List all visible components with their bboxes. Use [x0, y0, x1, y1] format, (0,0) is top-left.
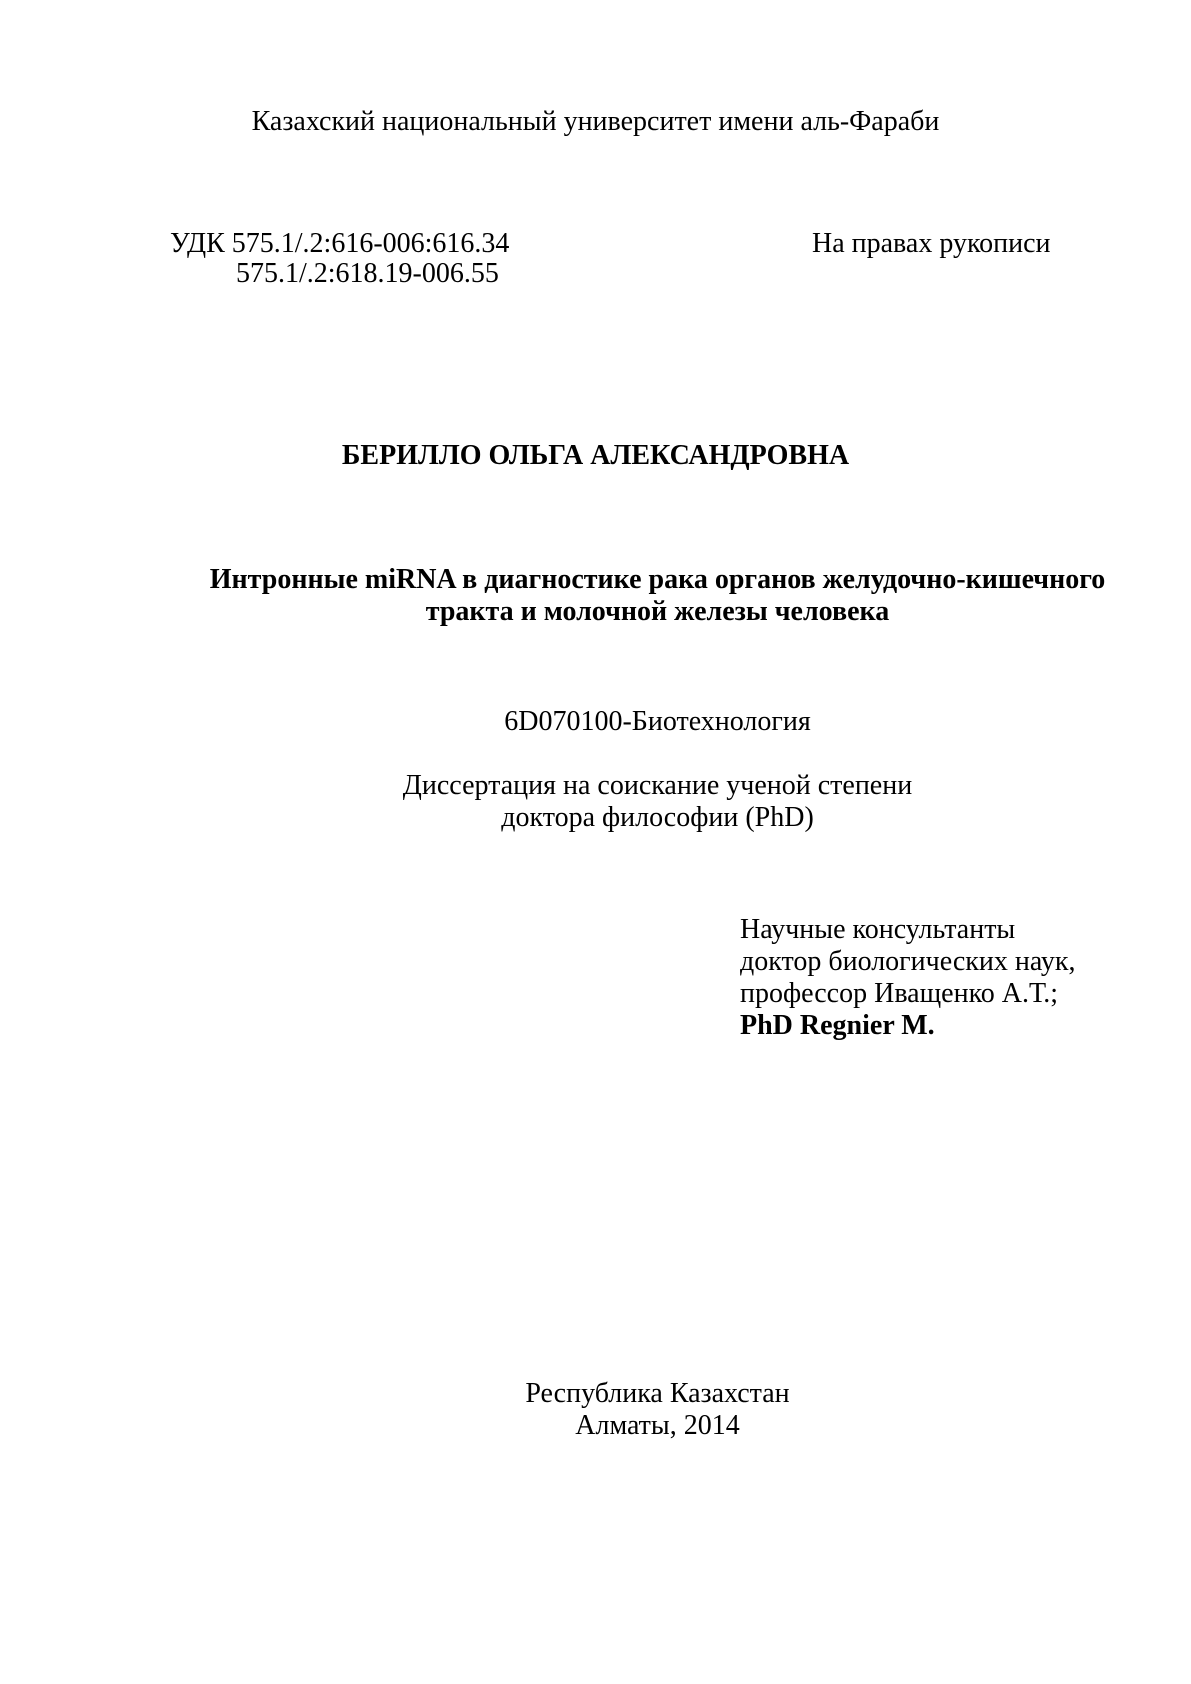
- author-name: БЕРИЛЛО ОЛЬГА АЛЕКСАНДРОВНА: [341, 440, 850, 471]
- consultant-line-3: PhD Regnier M.: [740, 1010, 935, 1041]
- footer-country: Республика Казахстан: [525, 1378, 790, 1409]
- dissertation-title-line-1: Интронные miRNA в диагностике рака органов желудочно-кишечного: [209, 564, 1106, 595]
- degree-line-2: доктора философии (PhD): [501, 802, 814, 833]
- degree-line-1: Диссертация на соискание ученой степени: [402, 770, 913, 801]
- udk-line-2: 575.1/.2:618.19-006.55: [236, 258, 499, 289]
- consultant-line-2: профессор Иващенко А.Т.;: [740, 978, 1059, 1009]
- consultants-heading: Научные консультанты: [740, 914, 1016, 945]
- footer-city-year: Алматы, 2014: [575, 1410, 740, 1441]
- dissertation-title-line-2: тракта и молочной железы человека: [425, 596, 890, 627]
- manuscript-note: На правах рукописи: [812, 228, 1051, 259]
- university-name: Казахский национальный университет имени аль-Фараби: [251, 106, 940, 137]
- udk-line-1: УДК 575.1/.2:616-006:616.34: [170, 228, 510, 259]
- consultant-line-1: доктор биологических наук,: [740, 946, 1076, 977]
- specialty-code: 6D070100-Биотехнология: [504, 706, 811, 737]
